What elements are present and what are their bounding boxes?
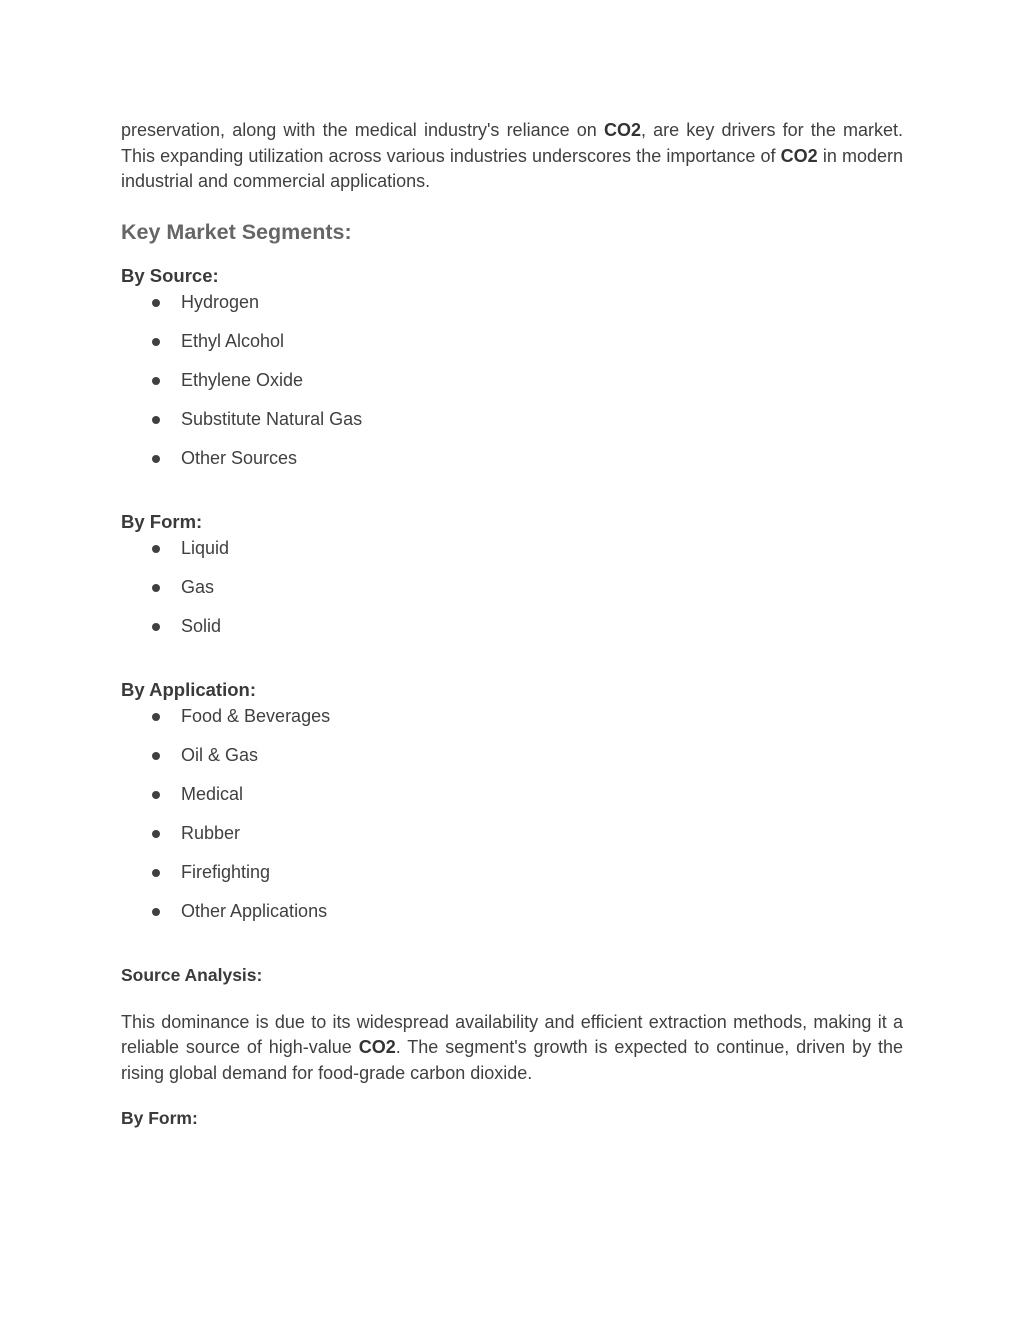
by-form-2-heading: By Form: bbox=[121, 1108, 198, 1128]
list-item bbox=[121, 447, 903, 486]
list-item-label: Solid bbox=[181, 615, 222, 636]
intro-text-2: , are key drivers for the market. This expanding utilization across various industries underscores the importance of bbox=[121, 120, 903, 166]
list-item-label: Ethyl Alcohol bbox=[181, 330, 285, 351]
source-analysis-heading: Source Analysis: bbox=[121, 964, 263, 985]
bullet-icon bbox=[152, 623, 160, 631]
list-item bbox=[121, 330, 903, 369]
list-item-label: Food & Beverages bbox=[181, 705, 331, 726]
list-item bbox=[121, 822, 903, 861]
intro-co2-1: CO2 bbox=[603, 120, 641, 140]
bullet-icon bbox=[152, 416, 160, 424]
list-item-label: Substitute Natural Gas bbox=[181, 408, 363, 429]
bullet-icon bbox=[152, 908, 160, 916]
bullet-icon bbox=[152, 377, 160, 385]
by-form-list bbox=[121, 537, 903, 654]
list-item-label: Ethylene Oxide bbox=[181, 369, 304, 390]
list-item bbox=[121, 705, 903, 744]
bullet-icon bbox=[152, 584, 160, 592]
source-analysis-text-1: This dominance is due to its widespread availability and efficient extraction methods, making it a reliable source of high-value bbox=[121, 1011, 903, 1057]
bullet-icon bbox=[152, 830, 160, 838]
list-item bbox=[121, 861, 903, 900]
list-item-label: Gas bbox=[181, 576, 215, 597]
bullet-icon bbox=[152, 299, 160, 307]
bullet-icon bbox=[152, 338, 160, 346]
list-item-label: Oil & Gas bbox=[181, 744, 259, 765]
list-item bbox=[121, 291, 903, 330]
bullet-icon bbox=[152, 713, 160, 721]
list-item bbox=[121, 576, 903, 615]
list-item-label: Other Applications bbox=[181, 900, 328, 921]
by-source-list bbox=[121, 291, 903, 486]
list-item bbox=[121, 369, 903, 408]
by-application-heading: By Application: bbox=[121, 678, 256, 700]
bullet-icon bbox=[152, 545, 160, 553]
bullet-icon bbox=[152, 455, 160, 463]
list-item bbox=[121, 537, 903, 576]
list-item-label: Firefighting bbox=[181, 861, 271, 882]
source-analysis-co2: CO2 bbox=[358, 1037, 396, 1057]
segments-heading: Key Market Segments: bbox=[121, 219, 352, 244]
list-item-label: Other Sources bbox=[181, 447, 298, 468]
list-item bbox=[121, 744, 903, 783]
intro-paragraph bbox=[121, 118, 903, 195]
by-source-heading: By Source: bbox=[121, 264, 219, 286]
intro-text-3: in modern industrial and commercial applications. bbox=[121, 145, 903, 191]
list-item-label: Hydrogen bbox=[181, 291, 260, 312]
by-application-list bbox=[121, 705, 903, 939]
by-form-heading: By Form: bbox=[121, 510, 203, 532]
intro-text-1: preservation, along with the medical industry's reliance on bbox=[121, 120, 604, 140]
document-page bbox=[121, 118, 903, 1129]
list-item-label: Medical bbox=[181, 783, 244, 804]
list-item bbox=[121, 900, 903, 939]
intro-co2-2: CO2 bbox=[780, 145, 818, 166]
list-item bbox=[121, 408, 903, 447]
source-analysis-text-2: . The segment's growth is expected to continue, driven by the rising global demand for food-grade carbon dioxide. bbox=[121, 1037, 903, 1083]
list-item-label: Rubber bbox=[181, 822, 241, 843]
list-item bbox=[121, 783, 903, 822]
list-item-label: Liquid bbox=[181, 537, 230, 558]
source-analysis-paragraph bbox=[121, 1010, 903, 1087]
bullet-icon bbox=[152, 791, 160, 799]
list-item bbox=[121, 615, 903, 654]
bullet-icon bbox=[152, 869, 160, 877]
bullet-icon bbox=[152, 752, 160, 760]
